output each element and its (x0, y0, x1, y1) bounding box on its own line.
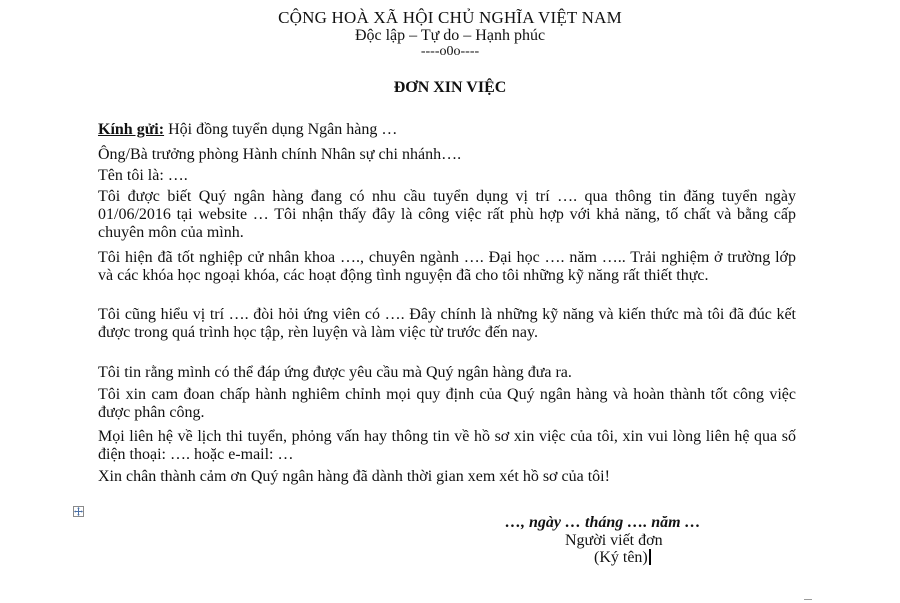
page-corner-mark (804, 599, 812, 600)
signature-sign-label: (Ký tên) (594, 549, 648, 566)
salutation-line (98, 121, 796, 139)
paragraph: Mọi liên hệ về lịch thi tuyển, phỏng vấn hay thông tin về hồ sơ xin việc của tôi, xin vui lòng liên hệ qua số điện thoại: …. hoặc e-mail: … (98, 428, 796, 463)
paragraph: Tôi được biết Quý ngân hàng đang có nhu cầu tuyển dụng vị trí …. qua thông tin đăng tuyển ngày 01/06/2016 tại website … Tôi nhận thấy đây là công việc rất phù hợp với khả năng, tố chất và bằng cấp chuyên môn của mình. (98, 188, 796, 241)
salutation-recipient: Hội đồng tuyển dụng Ngân hàng … (164, 121, 398, 138)
paragraph: Tôi xin cam đoan chấp hành nghiêm chỉnh mọi quy định của Quý ngân hàng và hoàn thành tốt công việc được phân công. (98, 386, 796, 421)
paragraph: Tôi cũng hiểu vị trí …. đòi hỏi ứng viên có …. Đây chính là những kỹ năng và kiến thức mà tôi đã đúc kết được trong quá trình học tập, rèn luyện và làm việc từ trước đến nay. (98, 306, 796, 341)
salutation-label: Kính gửi: (98, 121, 165, 138)
national-title: CỘNG HOÀ XÃ HỘI CHỦ NGHĨA VIỆT NAM (278, 8, 622, 27)
document-title: ĐƠN XIN VIỆC (393, 79, 507, 96)
paragraph: Tôi hiện đã tốt nghiệp cử nhân khoa …., chuyên ngành …. Đại học …. năm ….. Trải nghiệm ở trường lớp và các khóa học ngoại khóa, các hoạt động tình nguyện đã cho tôi những kỹ năng rất thiết thực. (98, 249, 796, 284)
paragraph: Tôi tin rằng mình có thể đáp ứng được yêu cầu mà Quý ngân hàng đưa ra. (98, 364, 572, 381)
name-line: Tên tôi là: …. (98, 167, 188, 184)
signature-date-line: …, ngày … tháng …. năm … (505, 514, 701, 531)
paragraph: Xin chân thành cảm ơn Quý ngân hàng đã dành thời gian xem xét hồ sơ của tôi! (98, 468, 610, 485)
national-motto: Độc lập – Tự do – Hạnh phúc (354, 27, 546, 44)
text-cursor (649, 549, 651, 565)
recipient-line: Ông/Bà trưởng phòng Hành chính Nhân sự chi nhánh…. (98, 146, 462, 163)
header-separator: ----o0o---- (420, 44, 480, 59)
signature-writer-label: Người viết đơn (565, 532, 663, 549)
signature-sign-line (594, 549, 651, 567)
move-arrows-icon[interactable] (73, 506, 84, 517)
